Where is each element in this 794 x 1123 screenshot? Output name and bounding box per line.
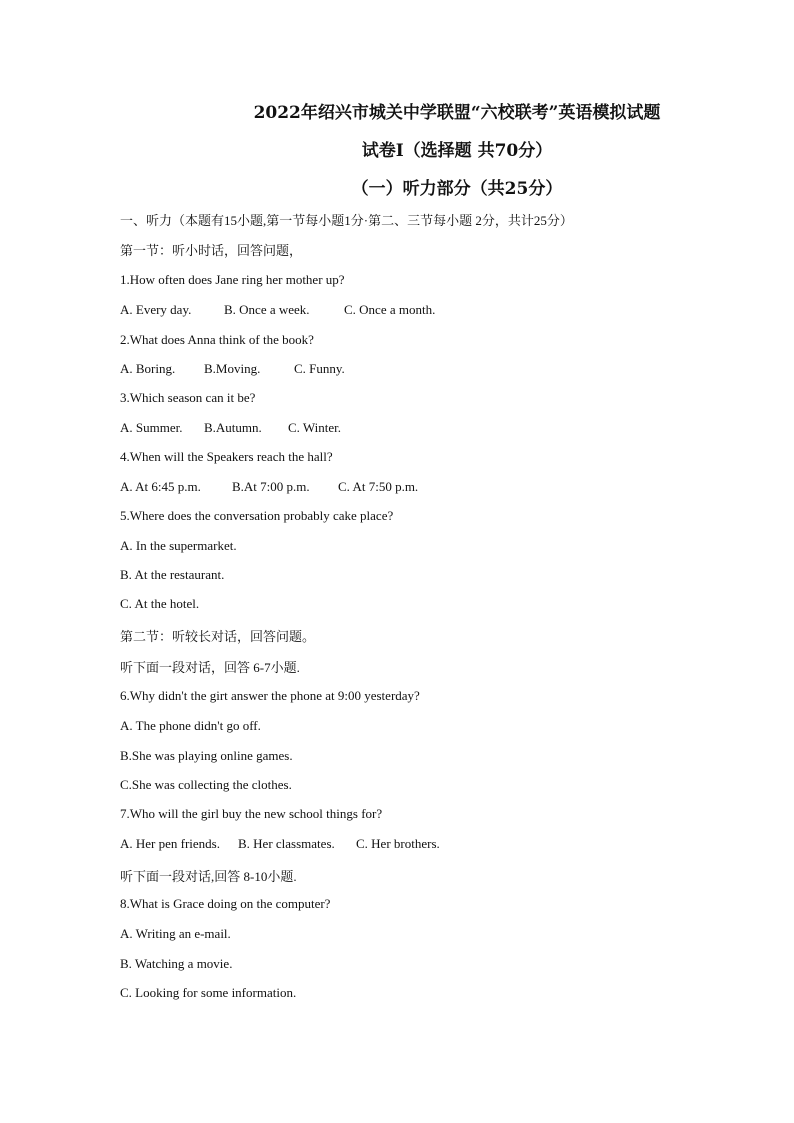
q7-option-c: C. Her brothers. [356,836,440,851]
q2-stem: 2.What does Anna think of the book? [120,332,314,347]
q4-option-b: B.At 7:00 p.m. [232,479,310,494]
q2-option-a: A. Boring. [120,361,176,376]
q4-option-a: A. At 6:45 p.m. [120,479,201,494]
exam-title: 2022年绍兴市城关中学联盟“六校联考”英语模拟试题 [253,103,661,123]
q5-option-c: C. At the hotel. [120,596,200,611]
q1-option-c: C. Once a month. [344,302,436,317]
q7-option-a: A. Her pen friends. [120,836,220,851]
q3-stem: 3.Which season can it be? [120,390,256,405]
q5-stem: 5.Where does the conversation probably cake place? [120,508,394,523]
q3-options [120,420,341,436]
q3-option-b: B.Autumn. [204,420,262,435]
q1-options [120,302,435,318]
q5-option-b: B. At the restaurant. [120,567,225,582]
q2-options [120,361,345,377]
section2-title: 第二节：听较长对话，回答问题。 [120,629,316,644]
q7-option-b: B. Her classmates. [238,836,335,851]
q8-stem: 8.What is Grace doing on the computer? [120,896,331,911]
q4-stem: 4.When will the Speakers reach the hall? [120,449,333,464]
part-title: （一）听力部分（共25分） [351,179,563,199]
q4-option-c: C. At 7:50 p.m. [338,479,419,494]
q2-option-c: C. Funny. [294,361,345,376]
q4-options [120,479,418,495]
q1-option-b: B. Once a week. [224,302,310,317]
q6-option-b: B.She was playing online games. [120,748,293,763]
q3-option-a: A. Summer. [120,420,183,435]
section-intro: 一、听力（本题有15小题,第一节每小题1分·第二、三节每小题 2分，共计25分） [120,213,573,228]
q8-option-a: A. Writing an e-mail. [120,926,231,941]
q1-stem: 1.How often does Jane ring her mother up? [120,272,345,287]
q1-option-a: A. Every day. [120,302,192,317]
q5-option-a: A. In the supermarket. [120,538,237,553]
paper-title: 试卷I（选择题 共70分） [361,141,553,161]
instruction-6-7: 听下面一段对话，回答 6-7小题. [120,660,300,675]
section1-title: 第一节：听小时话，回答问题， [120,243,303,258]
q8-option-b: B. Watching a movie. [120,956,233,971]
instruction-8-10: 听下面一段对话,回答 8-10小题. [120,869,297,884]
q7-stem: 7.Who will the girl buy the new school things for? [120,806,383,821]
q6-option-a: A. The phone didn't go off. [120,718,261,733]
q6-option-c: C.She was collecting the clothes. [120,777,292,792]
q8-option-c: C. Looking for some information. [120,985,297,1000]
q3-option-c: C. Winter. [288,420,342,435]
q7-options [120,836,440,852]
q2-option-b: B.Moving. [204,361,261,376]
q6-stem: 6.Why didn't the girt answer the phone at 9:00 yesterday? [120,688,420,703]
